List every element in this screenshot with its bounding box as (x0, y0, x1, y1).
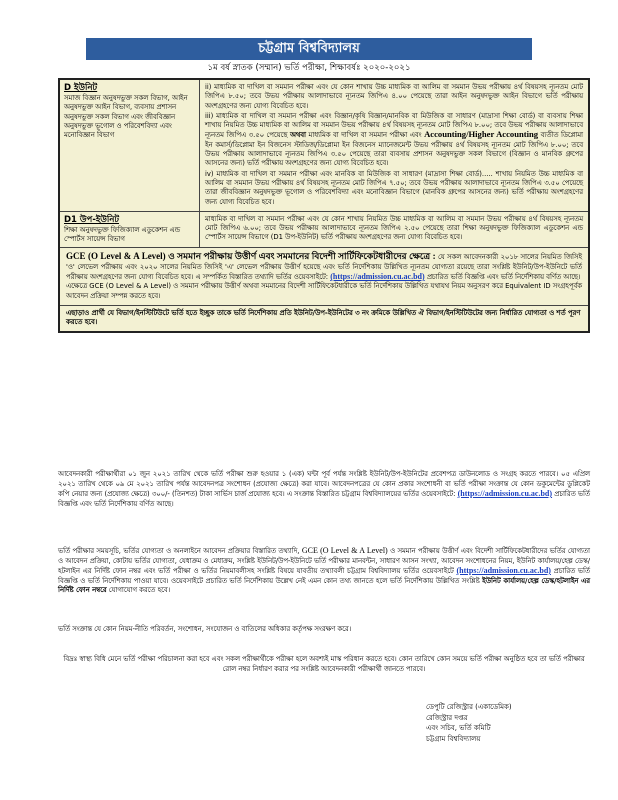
admission-link[interactable]: (https://admission.cu.ac.bd) (330, 272, 425, 282)
health-note-paragraph: বিদ্রঃ স্বাস্থ্য বিধি মেনে ভর্তি পরীক্ষা পরিচালনা করা হবে এবং সকল পরীক্ষার্থীকে পরীক্ষা হলে অবশ্যই মাস্ক পরিধান করতে হবে। কোন তারিখে কোন সময়ে ভর্তি পরীক্ষা অনুষ্ঠিত হবে তা ভর্তি পরীক্ষার রোল নম্বর নির্ধারণ করার পর সংশ্লিষ্ট আবেদনকারী পরীক্ষার্থী জানতে পারবে। (63, 655, 585, 673)
signature-block (426, 702, 576, 744)
unit-departments: সমাজ বিজ্ঞান অনুষদভুক্ত সকল বিভাগ, আইন অনুষদভুক্ত আইন বিভাগ, ব্যবসায় প্রশাসন অনুষদভুক্ত সকল বিভাগ এবং জীববিজ্ঞান অনুষদভুক্ত ভূগোল ও পরিবেশবিদ্যা এবং মনোবিজ্ঞান বিভাগ (64, 94, 188, 140)
admit-card-paragraph: আবেদনকারী পরীক্ষার্থীরা ০১ জুন ২০২১ তারিখ থেকে ভর্তি পরীক্ষা শুরু হওয়ার ১ (এক) ঘন্টা পূর্ব পর্যন্ত সংশ্লিষ্ট ইউনিট/উপ-ইউনিটের প্রবেশপত্র ডাউনলোড ও সংগ্রহ করতে পারবে। ০৫ এপ্রিল ২০২১ তারিখ থেকে ০৯ মে ২০২১ তারিখ পর্যন্ত আবেদনপত্র সংশোধন (প্রযোজ্য ক্ষেত্রে) করা যাবে। আবেদনপত্রের যে কোন প্রকার সংশোধনী বা ভর্তি পরীক্ষা সংক্রান্ত যে কোন ডকুমেন্টের ডুপ্লিকেট কপি নেয়ার জন্য (প্রযোজ্য ক্ষেত্রে) ৩০০/- (তিনশত) টাকা সার্ভিস চার্জ প্রযোজ্য হবে। এ সংক্রান্ত বিস্তারিত চট্টগ্রাম বিশ্ববিদ্যালয়ের ভর্তির ওয়েবসাইটে: (https://admission.cu.ac.bd) প্রচারিত ভর্তি বিজ্ঞপ্তি এবং ভর্তি নির্দেশিকায় বর্ণিত আছে। (58, 470, 590, 508)
unit-row-d1 (60, 212, 588, 249)
requirements-table (58, 78, 590, 333)
signature-line: ডেপুটি রেজিস্ট্রার (একাডেমিক) (426, 703, 512, 711)
unit-departments: শিক্ষা অনুষদভুক্ত ফিজিক্যাল এডুকেশন এন্ড স্পোর্টস সায়েন্স বিভাগ (64, 225, 181, 244)
accounting-text: Accounting/Higher Accounting (424, 129, 539, 140)
info-paragraph: ভর্তি পরীক্ষার সময়সূচি, ভর্তির যোগ্যতা ও অনলাইনে আবেদন প্রক্রিয়ার বিস্তারিত তথ্যাদি, GCE (O Level & A Level) ও সমমান পরীক্ষায় উত্তীর্ণ এবং বিদেশী সার্টিফিকেটধারীদের ভর্তির যোগ্যতা ও আবেদন প্রক্রিয়া, কোটায় ভর্তির যোগ্যতা, যেধাক্রম ও মেধাক্রম, সংশ্লিষ্ট ইউনিট/উপ-ইউনিটে ভর্তি পরীক্ষার মানবন্টন, সাধারণ আসন সংখ্যা, আবেদন সংশোধনের নিয়ম, ইউনিট কার্যালয়/হেল্প ডেস্ক/হটলাইন এর নির্দিষ্ট ফোন নম্বর এবং ভর্তি পরীক্ষা ও ভর্তির নিয়মাবলীসহ সংশ্লিষ্ট বিষয়ে যাবতীয় তথ্যাবলী চট্টগ্রাম বিশ্ববিদ্যালয় ভর্তির ওয়েবসাইটে (https://admission.cu.ac.bd) প্রচারিত ভর্তি বিজ্ঞপ্তি ও ভর্তি নির্দেশিকায় পাওয়া যাবে। ওয়েবসাইটে প্রচারিত ভর্তি নির্দেশিকায় উল্লেখ নেই এমন কোন তথ্য জানতে হলে ভর্তি নির্দেশিকায় উল্লিখিত সংশ্লিষ্ট ইউনিট কার্যালয়/হেল্প ডেস্ক/হটলাইন এর নির্দিষ্ট ফোন নম্বরে যোগাযোগ করতে হবে। (58, 546, 590, 594)
unit-cell (60, 80, 200, 211)
condition-ii: ii) মাধ্যমিক বা দাখিল বা সমমান পরীক্ষা এবং যে কোন শাখায় উচ্চ মাধ্যমিক বা আলিম বা সমমান উভয় পরীক্ষায় ৪র্থ বিষয়সহ ন্যূনতম মোট জিপিএ ৮.৫০; তবে উভয় পরীক্ষায় আলাদাভাবে ন্যূনতম জিপিএ ৪.০০ পেয়েছে তারা আইন অনুষদভুক্ত আইন বিভাগে ভর্তি পরীক্ষায় অংশগ্রহণের জন্য যোগ্য বিবেচিত হবে। (205, 83, 583, 110)
or-label: অথবা (289, 131, 307, 140)
unit-cell (60, 212, 200, 248)
gce-text-3: এক্ষেত্রে GCE (O Level & A Level) ও সমমান পরীক্ষায় উত্তীর্ণ অথবা সমমানের বিদেশী সার্টিফিকেটধারীকে ভর্তি নির্দেশিকায় উল্লিখিত যথাযথ নিয়ম অনুসরণ করে Equivalent ID সংগ্রহপূর্বক আবেদন প্রক্রিয়া সম্পন্ন করতে হবে। (66, 282, 582, 300)
gce-text-2: প্রচারিত ভর্তি বিজ্ঞপ্তি এবং ভর্তি নির্দেশিকায় বর্ণিত আছে। (426, 273, 581, 282)
rights-paragraph: ভর্তি সংক্রান্ত যে কোন নিয়ম-নীতি পরিবর্তন, সংশোধন, সংযোজন ও বাতিলের অধিকার কর্তৃপক্ষ সংরক্ষণ করে। (58, 625, 352, 633)
condition-iv: iv) মাধ্যমিক বা দাখিল বা সমমান পরীক্ষা এবং মানবিক বা মিউজিক বা সাধারণ (মাদ্রাসা শিক্ষা বোর্ড)..... শাখায় নিয়মিত উচ্চ মাধ্যমিক বা আলিম বা সমমান উভয় পরীক্ষায় ৪র্থ বিষয়সহ ন্যূনতম মোট জিপিএ ৭.৫০; তবে উভয় পরীক্ষায় আলাদাভাবে ন্যূনতম জিপিএ ৩.৫০ পেয়েছে তারা জীববিজ্ঞান অনুষদভুক্ত ভূগোল ও পরিবেশবিদ্যা এবং মনোবিজ্ঞান বিভাগে (মানবিক গ্রুপের আসনের জন্য) ভর্তি পরীক্ষায় অংশগ্রহণের জন্য যোগ্য বিবেচিত হবে। (205, 169, 583, 206)
signature-line: চট্টগ্রাম বিশ্ববিদ্যালয় (426, 734, 481, 743)
unit-row-d (60, 80, 588, 212)
conditions-cell (200, 80, 588, 211)
eligibility-note: এছাড়াও প্রার্থী যে বিভাগ/ইনস্টিটিউটে ভর্তি হতে ইচ্ছুক তাকে ভর্তি নির্দেশিকায় প্রতি ইউনিট/উপ-ইউনিটের ৩ নং ক্রমিকে উল্লিখিত ঐ বিভাগ/ইনস্টিটিউটের জন্য নির্ধারিত যোগ্যতা ও শর্ত পূরণ করতে হবে। (66, 308, 581, 327)
gce-text: যে সকল আবেদনকারী ২০১৮ সালের নিয়মিত জিসিই 'ও' লেভেল পরীক্ষায় এবং ২০২০ সালের নিয়মিত জিসিই 'এ' লেভেল পরীক্ষায় উত্তীর্ণ হয়েছে এবং ভর্তি নির্দেশিকায় উল্লিখিত ন্যূনতম যোগ্যতা রয়েছে তারা সংশ্লিষ্ট ইউনিট/উপ-ইউনিটে ভর্তি পরীক্ষায় অংশগ্রহণের জন্য যোগ্য বিবেচিত হবে। এ সম্পর্কিত বিস্তারিত তথ্যাদি ভর্তির ওয়েবসাইটে: (66, 253, 582, 282)
unit-name: D ইউনিট (64, 83, 98, 93)
condition-iii: iii) মাধ্যমিক বা দাখিল বা সমমান পরীক্ষা এবং বিজ্ঞান/কৃষি বিজ্ঞান/মানবিক বা মিউজিক বা সাধারণ (মাদ্রাসা শিক্ষা বোর্ড) বা ব্যবসায় শিক্ষা শাখায় নিয়মিত উচ্চ মাধ্যমিক বা আলিম বা সমমান উভয় পরীক্ষায় ৪র্থ বিষয়সহ ন্যূনতম মোট জিপিএ ৮.০০; তবে উভয় পরীক্ষায় আলাদাভাবে ন্যূনতম জিপিএ ৩.৫০ পেয়েছে অথবা মাধ্যমিক বা দাখিল বা সমমান পরীক্ষা এবং Accounting/Higher Accounting ব্যতীত ডিপ্লোমা ইন কমার্স/ডিপ্লোমা ইন বিজনেস স্টাডিজ/ডিপ্লোমা ইন বিজনেস ম্যানেজমেন্ট উভয় পরীক্ষায় ৪র্থ বিষয়সহ ন্যূনতম মোট জিপিএ ৮.০০; তবে উভয় পরীক্ষায় আলাদাভাবে ন্যূনতম জিপিএ ৩.৫০ পেয়েছে তারা ব্যবসায় প্রশাসন অনুষদভুক্ত সকল বিভাগে (বিজ্ঞান ও মানবিক গ্রুপের আসনের জন্য) ভর্তি পরীক্ষায় অংশগ্রহণের জন্য যোগ্য বিবেচিত হবে। (205, 111, 583, 168)
gce-section (60, 248, 588, 305)
signature-line: এবং সচিব, ভর্তি কমিটি (426, 724, 491, 732)
gce-heading: GCE (O Level & A Level) ও সমমান পরীক্ষায় উত্তীর্ণ এবং সমমানের বিদেশী সার্টিফিকেটধারীদের ক্ষেত্রে : (66, 251, 436, 262)
signature-line: রেজিস্ট্রার দপ্তর (426, 713, 468, 722)
admission-link[interactable]: (https://admission.cu.ac.bd) (457, 489, 553, 498)
admission-link[interactable]: (https://admission.cu.ac.bd) (456, 566, 551, 575)
university-title: চট্টগ্রাম বিশ্ববিদ্যালয় (86, 38, 532, 60)
exam-subtitle: ১ম বর্ষ স্নাতক (সম্মান) ভর্তি পরীক্ষা, শিক্ষাবর্ষঃ ২০২০-২০২১ (207, 63, 411, 73)
unit-name: D1 উপ-ইউনিট (64, 214, 120, 225)
conditions-cell: মাধ্যমিক বা দাখিল বা সমমান পরীক্ষা এবং যে কোন শাখায় নিয়মিত উচ্চ মাধ্যমিক বা আলিম বা সমমান উভয় পরীক্ষায় ৪র্থ বিষয়সহ ন্যূনতম মোট জিপিএ ৬.০০; তবে উভয় পরীক্ষায় আলাদাভাবে ন্যূনতম জিপিএ ২.৫০ পেয়েছে তারা শিক্ষা অনুষদভুক্ত ফিজিক্যাল এডুকেশন এন্ড স্পোর্টস সায়েন্স বিভাগে (D1 উপ-ইউনিট) ভর্তি পরীক্ষায় অংশগ্রহণের জন্য যোগ্য বিবেচিত হবে। (205, 214, 583, 242)
